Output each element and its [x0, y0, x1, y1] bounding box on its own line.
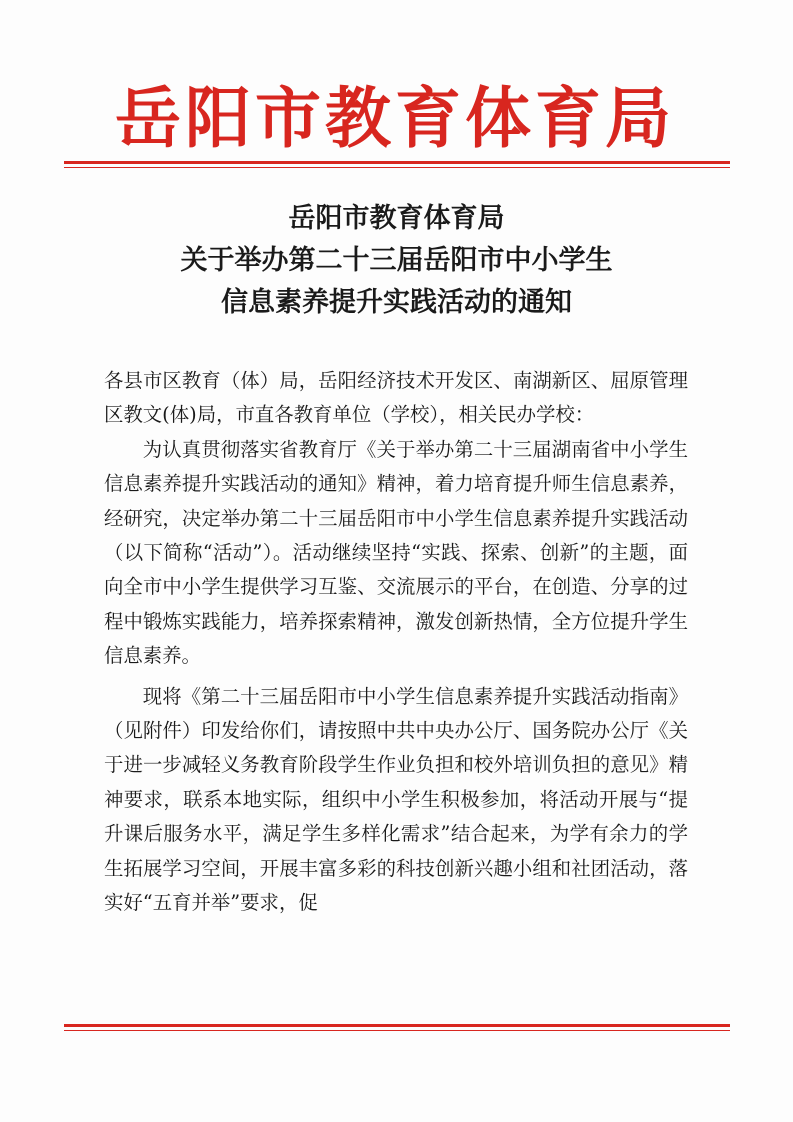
- salutation: 各县市区教育（体）局，岳阳经济技术开发区、南湖新区、屈原管理区教文(体)局，市直各教育单位（学校），相关民办学校：: [104, 369, 688, 427]
- masthead-org-name: 岳阳市教育体育局: [115, 79, 675, 157]
- title-line-1: 岳阳市教育体育局: [288, 203, 505, 234]
- document-title: [80, 198, 713, 324]
- title-line-2: 关于举办第二十三届岳阳市中小学生: [180, 245, 613, 276]
- document-body: [104, 364, 688, 921]
- paragraph-1: 为认真贯彻落实省教育厅《关于举办第二十三届湖南省中小学生信息素养提升实践活动的通知》精神，着力培育提升师生信息素养，经研究，决定举办第二十三届岳阳市中小学生信息素养提升实践活动（以下简称“活动”）。活动继续坚持“实践、探索、创新”的主题，面向全市中小学生提供学习互鉴、交流展示的平台，在创造、分享的过程中锻炼实践能力，培养探索精神，激发创新热情，全方位提升学生信息素养。: [104, 437, 688, 668]
- masthead-red-rule-thin: [64, 167, 730, 168]
- footer-red-rule-thick: [64, 1024, 730, 1027]
- footer-red-rule-thin: [64, 1030, 730, 1031]
- title-line-3: 信息素养提升实践活动的通知: [221, 287, 572, 318]
- paragraph-2: 现将《第二十三届岳阳市中小学生信息素养提升实践活动指南》（见附件）印发给你们，请按照中共中央办公厅、国务院办公厅《关于进一步减轻义务教育阶段学生作业负担和校外培训负担的意见》精神要求，联系本地实际，组织中小学生积极参加，将活动开展与“提升课后服务水平，满足学生多样化需求”结合起来，为学有余力的学生拓展学习空间，开展丰富多彩的科技创新兴趣小组和社团活动，落实好“五育并举”要求，促: [104, 684, 688, 915]
- masthead-red-rule-thick: [64, 161, 730, 164]
